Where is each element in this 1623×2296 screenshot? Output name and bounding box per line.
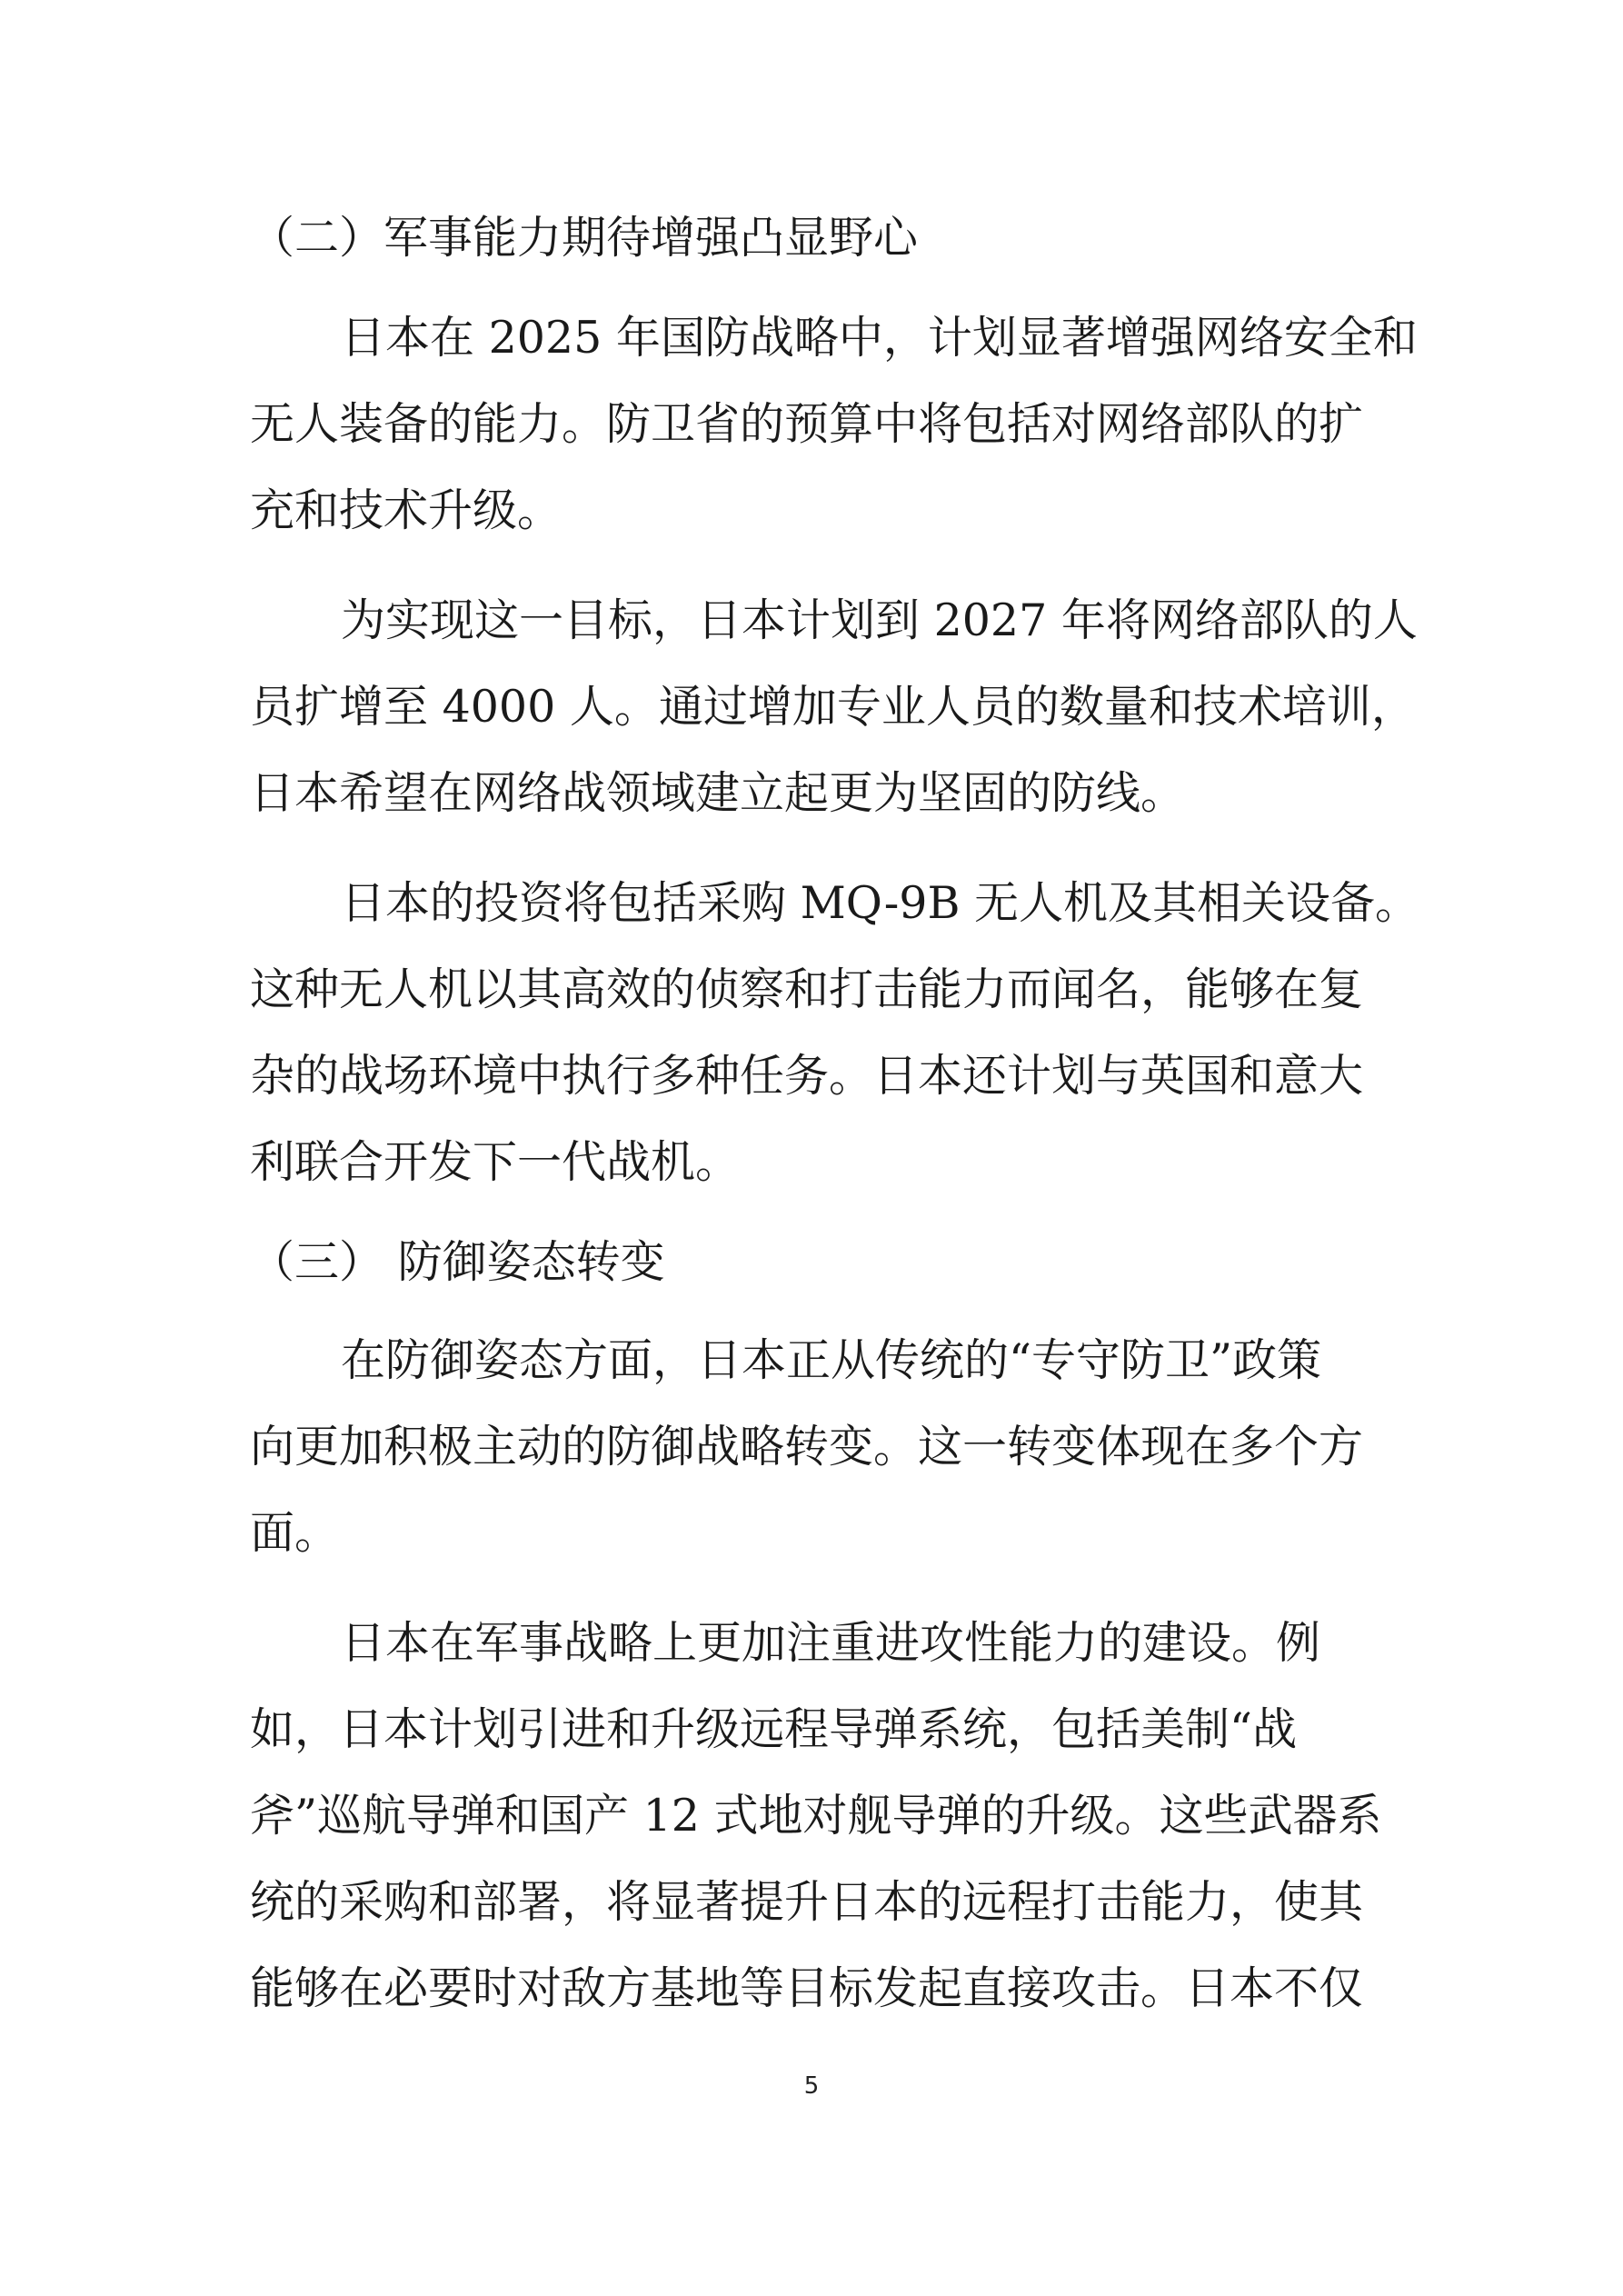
paragraph-4-line-2: 向更加积极主动的防御战略转变。这一转变体现在多个方 xyxy=(250,1421,1364,1472)
paragraph-4-line-1: 在防御姿态方面，日本正从传统的“专守防卫”政策 xyxy=(341,1334,1322,1386)
paragraph-3-line-4: 利联合开发下一代战机。 xyxy=(250,1136,741,1188)
paragraph-5-line-5: 能够在必要时对敌方基地等目标发起直接攻击。日本不仅 xyxy=(250,1962,1364,2014)
paragraph-1-line-3: 充和技术升级。 xyxy=(250,484,563,536)
page-number: 5 xyxy=(803,2072,820,2100)
paragraph-3-line-1: 日本的投资将包括采购 MQ-9B 无人机及其相关设备。 xyxy=(341,877,1420,929)
paragraph-3-line-3: 杂的战场环境中执行多种任务。日本还计划与英国和意大 xyxy=(250,1050,1364,1102)
paragraph-2-line-3: 日本希望在网络战领域建立起更为坚固的防线。 xyxy=(250,767,1186,819)
paragraph-4-line-3: 面。 xyxy=(250,1507,340,1559)
paragraph-5-line-4: 统的采购和部署，将显著提升日本的远程打击能力，使其 xyxy=(250,1876,1364,1928)
section-heading-2: （二）军事能力期待增强凸显野心 xyxy=(250,212,919,264)
paragraph-2-line-1: 为实现这一目标，日本计划到 2027 年将网络部队的人 xyxy=(341,594,1418,646)
paragraph-3-line-2: 这种无人机以其高效的侦察和打击能力而闻名，能够在复 xyxy=(250,963,1364,1015)
paragraph-2-line-2: 员扩增至 4000 人。通过增加专业人员的数量和技术培训， xyxy=(250,681,1416,733)
paragraph-5-line-3: 斧”巡航导弹和国产 12 式地对舰导弹的升级。这些武器系 xyxy=(250,1790,1382,1842)
paragraph-5-line-1: 日本在军事战略上更加注重进攻性能力的建设。例 xyxy=(341,1617,1321,1669)
paragraph-5-line-2: 如，日本计划引进和升级远程导弹系统，包括美制“战 xyxy=(250,1703,1298,1755)
paragraph-1-line-1: 日本在 2025 年国防战略中，计划显著增强网络安全和 xyxy=(341,312,1418,364)
section-heading-3: （三） 防御姿态转变 xyxy=(250,1236,665,1288)
paragraph-1-line-2: 无人装备的能力。防卫省的预算中将包括对网络部队的扩 xyxy=(250,398,1364,450)
